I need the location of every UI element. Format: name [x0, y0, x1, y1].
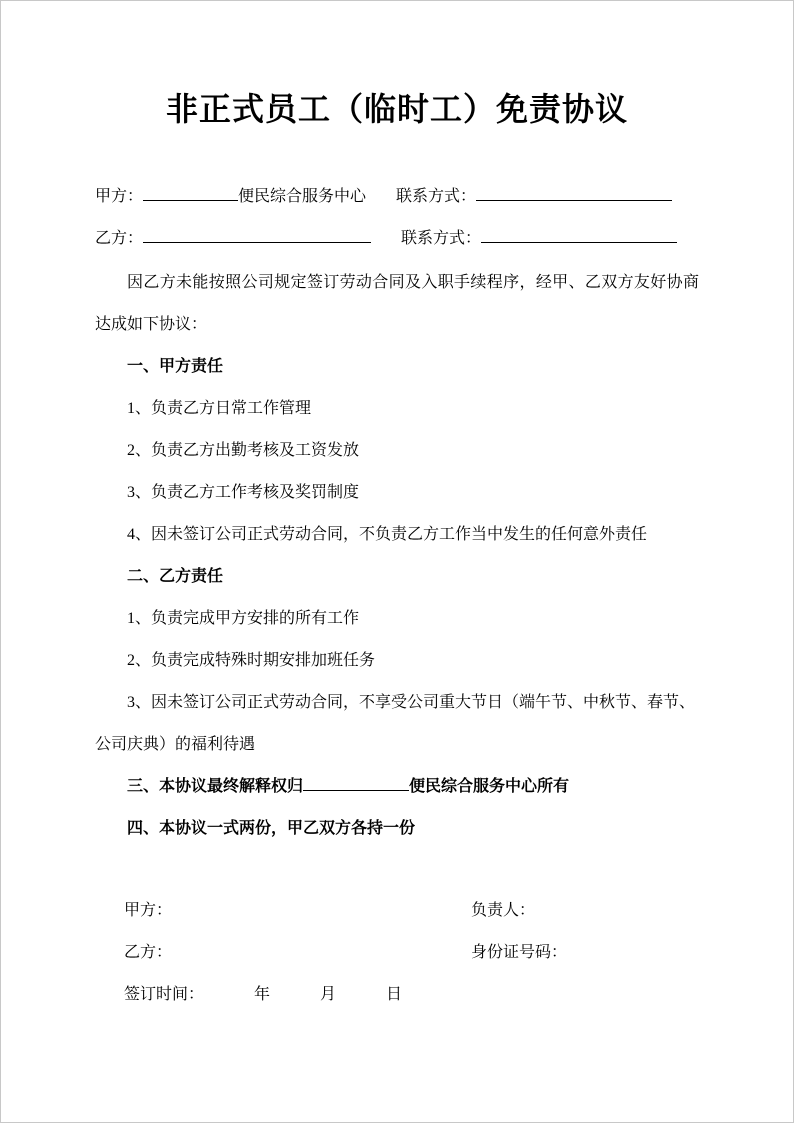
section-1-item: 4、因未签订公司正式劳动合同，不负责乙方工作当中发生的任何意外责任 — [127, 525, 648, 543]
section-1-item: 2、负责乙方出勤考核及工资发放 — [127, 441, 360, 459]
signature-day-label: 日 — [386, 985, 403, 1003]
party-b-contact-blank — [481, 226, 677, 243]
party-a-value: 便民综合服务中心 — [238, 187, 367, 205]
document-title: 非正式员工（临时工）免责协议 — [165, 91, 628, 127]
section-3-prefix: 三、本协议最终解释权归 — [127, 777, 304, 795]
signature-row-1 — [95, 890, 699, 932]
signature-row-3 — [95, 974, 699, 1016]
section-1-item: 3、负责乙方工作考核及奖罚制度 — [127, 483, 360, 501]
party-b-name-blank — [143, 226, 371, 243]
signature-row-2 — [95, 932, 699, 974]
section-2-item: 2、负责完成特殊时期安排加班任务 — [127, 651, 376, 669]
section-1-heading: 一、甲方责任 — [127, 357, 224, 375]
section-2-heading: 二、乙方责任 — [127, 567, 224, 585]
section-1-item: 1、负责乙方日常工作管理 — [127, 399, 312, 417]
party-b-line — [95, 218, 699, 260]
section-2-item: 3、因未签订公司正式劳动合同，不享受公司重大节日（端午节、中秋节、春节、公司庆典）的福利待遇 — [95, 693, 696, 753]
section-3-suffix: 便民综合服务中心所有 — [409, 777, 570, 795]
signature-party-b-label: 乙方： — [124, 943, 173, 961]
party-info-block — [95, 176, 699, 260]
party-a-contact-label: 联系方式： — [396, 187, 477, 205]
party-a-name-blank — [143, 184, 238, 201]
signature-month-label: 月 — [320, 985, 337, 1003]
section-4-line: 四、本协议一式两份，甲乙双方各持一份 — [127, 819, 416, 837]
section-1 — [95, 346, 699, 556]
signature-id-label: 身份证号码： — [471, 943, 568, 961]
signature-date-label: 签订时间： — [124, 985, 205, 1003]
signature-year-label: 年 — [254, 985, 271, 1003]
section-3-line — [95, 766, 699, 808]
section-2 — [95, 556, 699, 766]
section-3-blank — [303, 774, 409, 791]
party-a-label: 甲方： — [95, 187, 144, 205]
party-a-contact-blank — [476, 184, 672, 201]
signature-party-a-label: 甲方： — [124, 901, 173, 919]
section-2-item: 1、负责完成甲方安排的所有工作 — [127, 609, 360, 627]
signature-block — [95, 890, 699, 1016]
party-b-contact-label: 联系方式： — [401, 229, 482, 247]
intro-paragraph: 因乙方未能按照公司规定签订劳动合同及入职手续程序，经甲、乙双方友好协商达成如下协议： — [95, 273, 699, 333]
party-b-label: 乙方： — [95, 229, 144, 247]
party-a-line — [95, 176, 699, 218]
signature-responsible-label: 负责人： — [471, 901, 536, 919]
